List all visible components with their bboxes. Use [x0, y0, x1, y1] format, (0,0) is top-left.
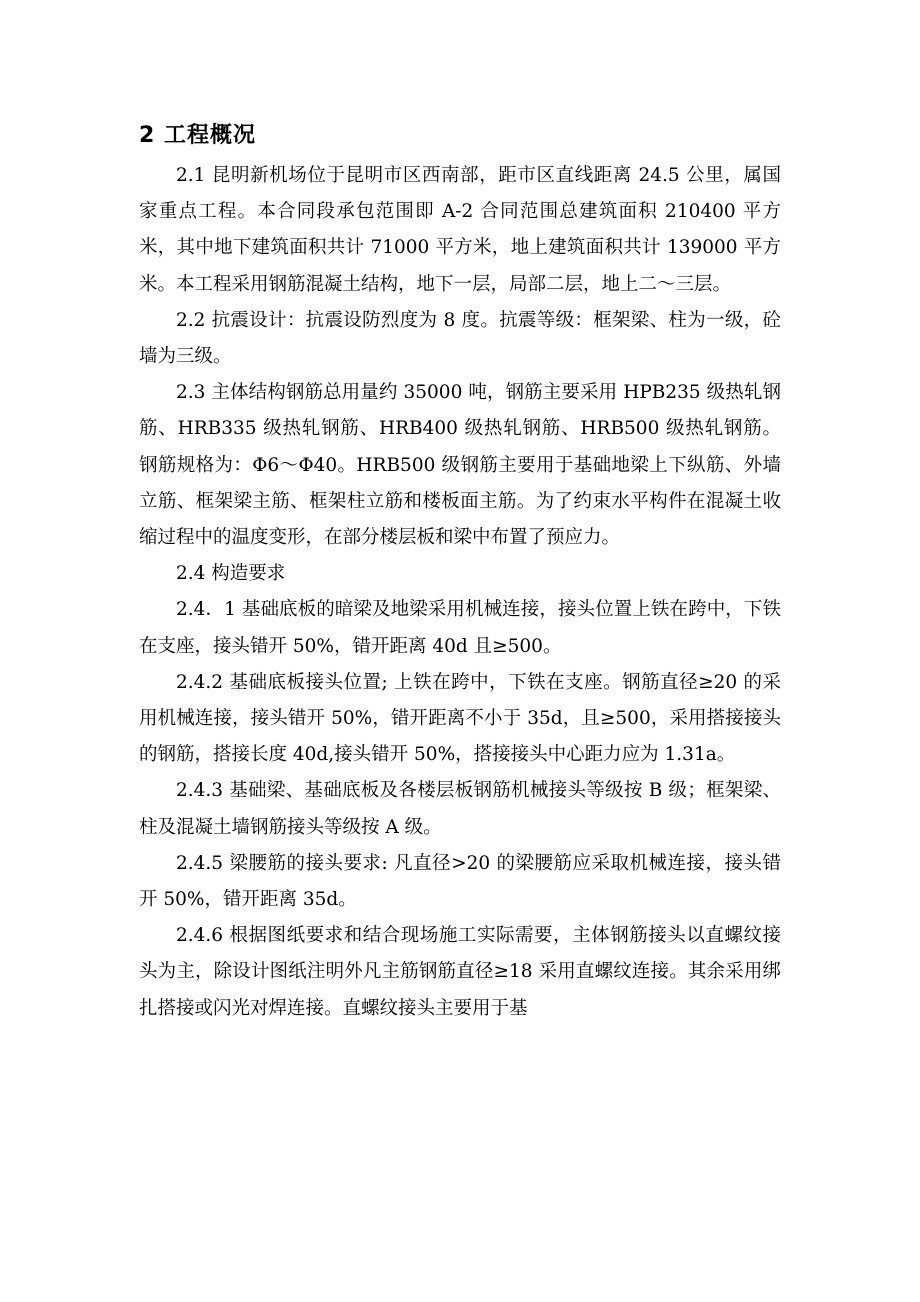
paragraph-2-4-2: 2.4.2 基础底板接头位置; 上铁在跨中，下铁在支座。钢筋直径≥20 的采用机械连接，接头错开 50%，错开距离不小于 35d，且≥500，采用搭接接头的钢筋，搭接长度 40d,接头错开 50%，搭接接头中心距力应为 1.31a。	[139, 671, 781, 766]
paragraph-2-4: 2.4 构造要求	[176, 563, 286, 585]
paragraph-2-1: 2.1 昆明新机场位于昆明市区西南部，距市区直线距离 24.5 公里，属国家重点工程。本合同段承包范围即 A-2 合同范围总建筑面积 210400 平方米，其中地下建筑面积共计 71000 平方米，地上建筑面积共计 139000 平方米。本工程采用钢筋混凝土结构，地下一层，局部二层，地上二～三层。	[139, 165, 781, 295]
section-body	[139, 158, 781, 1027]
paragraph-2-4-5: 2.4.5 梁腰筋的接头要求: 凡直径>20 的梁腰筋应采取机械连接，接头错开 50%，错开距离 35d。	[139, 852, 781, 911]
paragraph-2-4-6: 2.4.6 根据图纸要求和结合现场施工实际需要，主体钢筋接头以直螺纹接头为主，除设计图纸注明外凡主筋钢筋直径≥18 采用直螺纹连接。其余采用绑扎搭接或闪光对焊连接。直螺纹接头主要用于基	[139, 925, 781, 1019]
paragraph-2-2: 2.2 抗震设计：抗震设防烈度为 8 度。抗震等级：框架梁、柱为一级，砼墙为三级。	[139, 309, 781, 368]
paragraph-2-4-1: 2.4．1 基础底板的暗梁及地梁采用机械连接，接头位置上铁在跨中，下铁在支座，接头错开 50%，错开距离 40d 且≥500。	[139, 599, 781, 657]
paragraph-2-3: 2.3 主体结构钢筋总用量约 35000 吨，钢筋主要采用 HPB235 级热轧钢筋、HRB335 级热轧钢筋、HRB400 级热轧钢筋、HRB500 级热轧钢筋。钢筋规格为：Φ6～Φ40。HRB500 级钢筋主要用于基础地梁上下纵筋、外墙立筋、框架梁主筋、框架柱立筋和楼板面主筋。为了约束水平构件在混凝土收缩过程中的温度变形，在部分楼层板和梁中布置了预应力。	[139, 382, 781, 549]
paragraph-2-4-3: 2.4.3 基础梁、基础底板及各楼层板钢筋机械接头等级按 B 级；框架梁、柱及混凝土墙钢筋接头等级按 A 级。	[139, 780, 781, 838]
section-heading: 2 工程概况	[139, 123, 256, 148]
